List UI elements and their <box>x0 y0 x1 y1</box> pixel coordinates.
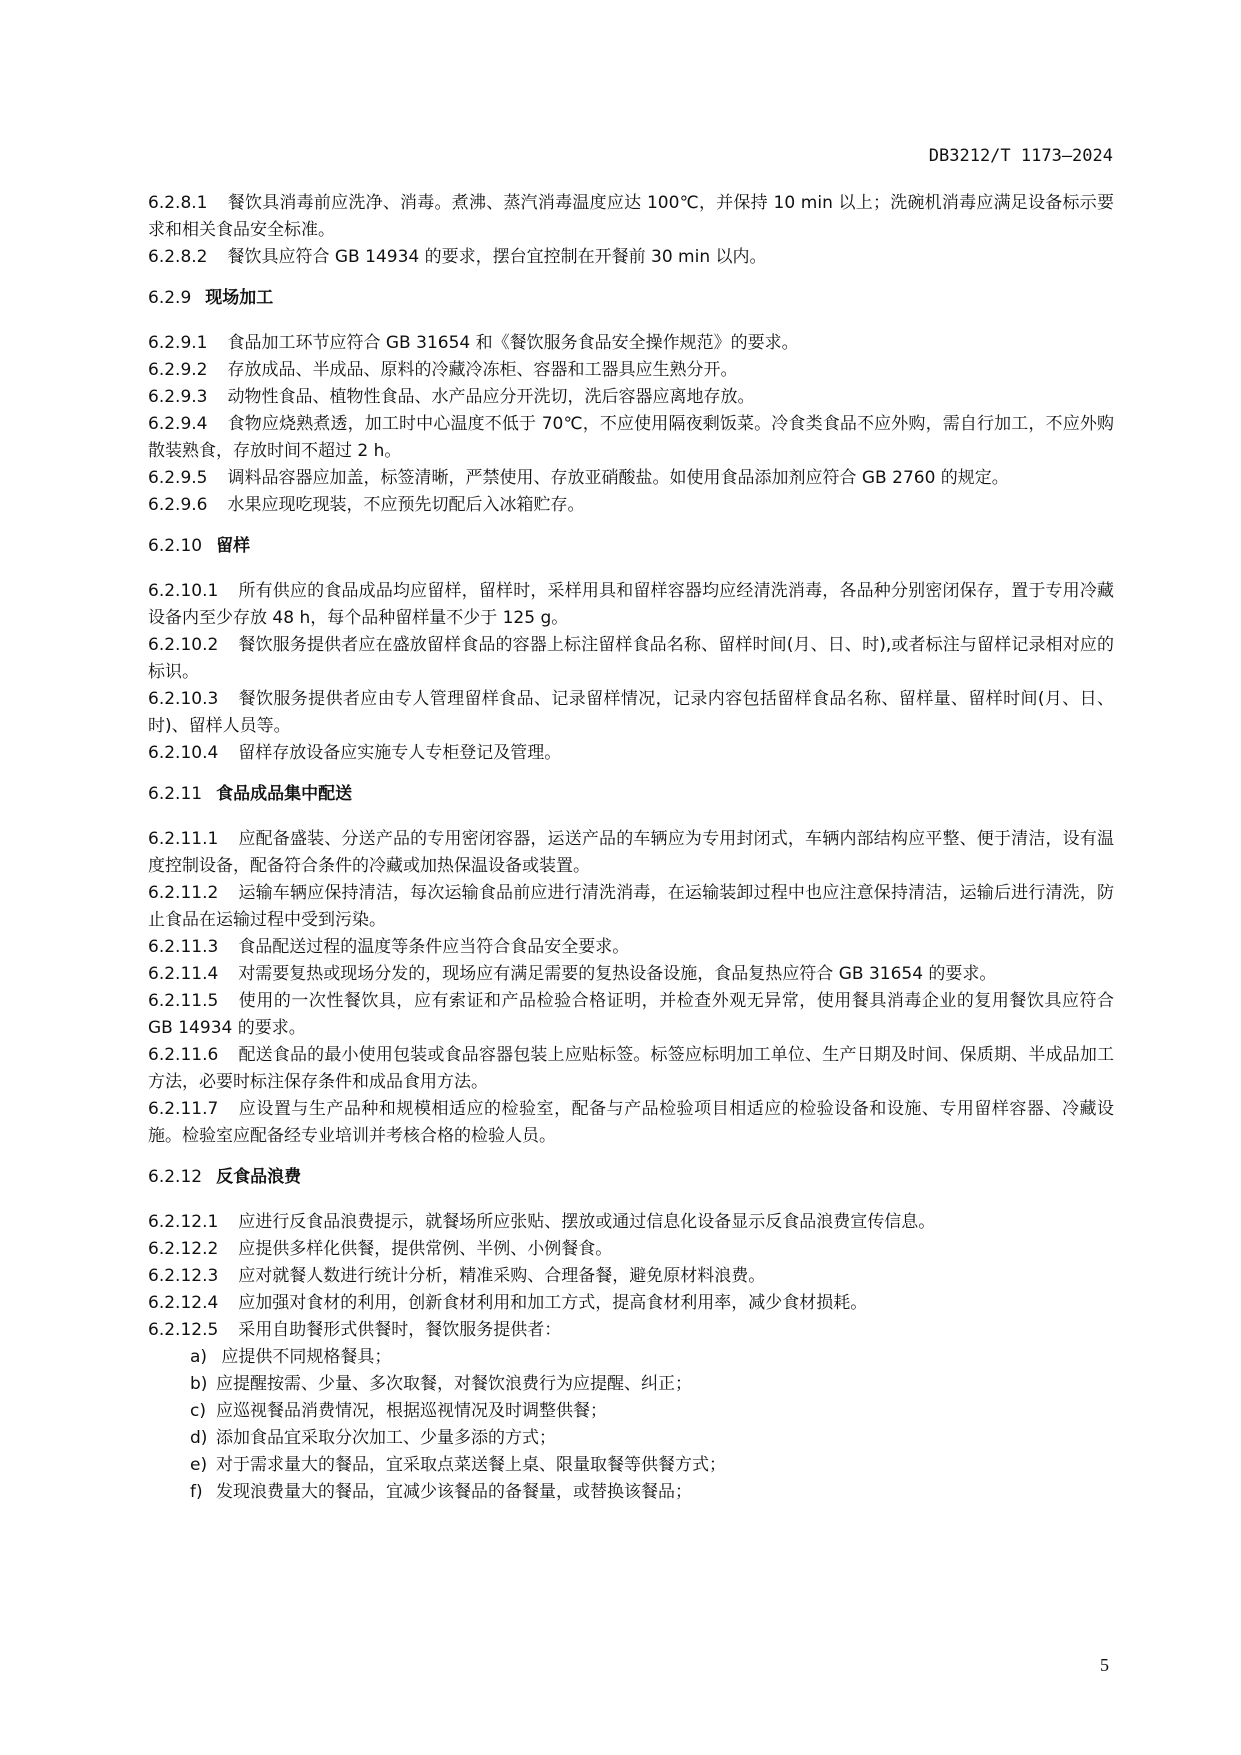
list-item <box>148 1344 1114 1371</box>
clause-paragraph <box>148 1042 1114 1096</box>
clause-number: 6.2.9.6 <box>148 495 208 515</box>
clause-paragraph <box>148 357 1114 384</box>
clause-paragraph <box>148 988 1114 1042</box>
clause-text: 食品配送过程的温度等条件应当符合食品安全要求。 <box>238 937 630 957</box>
clause-text: 食物应烧熟煮透，加工时中心温度不低于 70℃，不应使用隔夜剩饭菜。冷食类食品不应外购，需自行加工，不应外购散装熟食，存放时间不超过 2 h。 <box>148 414 1114 461</box>
clause-number: d) <box>190 1428 208 1448</box>
clause-number: 6.2.9.2 <box>148 360 208 380</box>
clause-text: 留样存放设备应实施专人专柜登记及管理。 <box>238 743 562 763</box>
clause-paragraph <box>148 465 1114 492</box>
clause-text: 应提醒按需、少量、多次取餐，对餐饮浪费行为应提醒、纠正； <box>216 1374 692 1394</box>
clause-paragraph <box>148 330 1114 357</box>
clause-paragraph <box>148 1263 1114 1290</box>
clause-number: b) <box>190 1374 208 1394</box>
clause-text: 应配备盛装、分送产品的专用密闭容器，运送产品的车辆应为专用封闭式，车辆内部结构应平整、便于清洁，设有温度控制设备，配备符合条件的冷藏或加热保温设备或装置。 <box>148 829 1114 876</box>
clause-number: 6.2.12.2 <box>148 1239 219 1259</box>
clause-number: 6.2.9.4 <box>148 414 208 434</box>
clause-text: 应对就餐人数进行统计分析，精准采购、合理备餐，避免原材料浪费。 <box>238 1266 766 1286</box>
clause-paragraph <box>148 411 1114 465</box>
clause-text: 应加强对食材的利用，创新食材利用和加工方式，提高食材利用率，减少食材损耗。 <box>238 1293 868 1313</box>
clause-text: 现场加工 <box>205 288 274 308</box>
clause-paragraph <box>148 934 1114 961</box>
list-item <box>148 1452 1114 1479</box>
clause-paragraph <box>148 961 1114 988</box>
clause-number: e) <box>190 1455 208 1475</box>
clause-number: 6.2.12.4 <box>148 1293 219 1313</box>
clause-number: 6.2.12 <box>148 1167 203 1187</box>
clause-text: 发现浪费量大的餐品，宜减少该餐品的备餐量，或替换该餐品； <box>216 1482 692 1502</box>
clause-number: 6.2.12.1 <box>148 1212 219 1232</box>
clause-paragraph <box>148 1209 1114 1236</box>
list-item <box>148 1479 1114 1506</box>
clause-text: 动物性食品、植物性食品、水产品应分开洗切，洗后容器应离地存放。 <box>227 387 755 407</box>
section-heading <box>148 1164 1114 1191</box>
clause-text: 添加食品宜采取分次加工、少量多添的方式； <box>216 1428 556 1448</box>
clause-paragraph <box>148 880 1114 934</box>
clause-number: 6.2.8.1 <box>148 193 208 213</box>
clause-text: 留样 <box>216 536 251 556</box>
section-heading <box>148 533 1114 560</box>
list-item <box>148 1371 1114 1398</box>
clause-number: 6.2.10 <box>148 536 203 556</box>
section-heading <box>148 285 1114 312</box>
clause-number: 6.2.9.5 <box>148 468 208 488</box>
section-heading <box>148 781 1114 808</box>
clause-text: 配送食品的最小使用包装或食品容器包装上应贴标签。标签应标明加工单位、生产日期及时间、保质期、半成品加工方法，必要时标注保存条件和成品食用方法。 <box>148 1045 1114 1092</box>
clause-number: 6.2.11.2 <box>148 883 219 903</box>
document-code-header: DB3212/T 1173—2024 <box>928 146 1113 166</box>
clause-number: 6.2.11.3 <box>148 937 219 957</box>
clause-number: 6.2.11.1 <box>148 829 219 849</box>
clause-number: 6.2.11 <box>148 784 203 804</box>
clause-paragraph <box>148 492 1114 519</box>
clause-text: 餐饮具消毒前应洗净、消毒。煮沸、蒸汽消毒温度应达 100℃，并保持 10 min 以上；洗碗机消毒应满足设备标示要求和相关食品安全标准。 <box>148 193 1114 240</box>
clause-paragraph <box>148 1236 1114 1263</box>
list-item <box>148 1425 1114 1452</box>
clause-number: 6.2.11.7 <box>148 1099 219 1119</box>
clause-text: 餐饮具应符合 GB 14934 的要求，摆台宜控制在开餐前 30 min 以内。 <box>227 247 767 267</box>
clause-number: 6.2.9 <box>148 288 192 308</box>
clause-paragraph <box>148 740 1114 767</box>
clause-text: 食品加工环节应符合 GB 31654 和《餐饮服务食品安全操作规范》的要求。 <box>227 333 799 353</box>
clause-text: 水果应现吃现装，不应预先切配后入冰箱贮存。 <box>227 495 585 515</box>
clause-number: 6.2.9.3 <box>148 387 208 407</box>
clause-text: 应提供不同规格餐具； <box>216 1347 392 1367</box>
clause-paragraph <box>148 244 1114 271</box>
clause-number: 6.2.11.6 <box>148 1045 219 1065</box>
clause-paragraph <box>148 190 1114 244</box>
clause-text: 调料品容器应加盖，标签清晰，严禁使用、存放亚硝酸盐。如使用食品添加剂应符合 GB 2760 的规定。 <box>227 468 1009 488</box>
clause-number: 6.2.10.4 <box>148 743 219 763</box>
clause-paragraph <box>148 826 1114 880</box>
clause-paragraph <box>148 578 1114 632</box>
clause-number: 6.2.12.5 <box>148 1320 219 1340</box>
clause-number: 6.2.10.1 <box>148 581 219 601</box>
clause-number: 6.2.11.5 <box>148 991 219 1011</box>
clause-text: 应进行反食品浪费提示，就餐场所应张贴、摆放或通过信息化设备显示反食品浪费宣传信息。 <box>238 1212 936 1232</box>
page-number: 5 <box>1100 1655 1109 1675</box>
clause-number: 6.2.8.2 <box>148 247 208 267</box>
list-item <box>148 1398 1114 1425</box>
clause-text: 运输车辆应保持清洁，每次运输食品前应进行清洗消毒，在运输装卸过程中也应注意保持清洁，运输后进行清洗，防止食品在运输过程中受到污染。 <box>148 883 1114 930</box>
clause-paragraph <box>148 686 1114 740</box>
clause-text: 餐饮服务提供者应在盛放留样食品的容器上标注留样食品名称、留样时间(月、日、时),或者标注与留样记录相对应的标识。 <box>148 635 1114 682</box>
clause-text: 应设置与生产品种和规模相适应的检验室，配备与产品检验项目相适应的检验设备和设施、专用留样容器、冷藏设施。检验室应配备经专业培训并考核合格的检验人员。 <box>148 1099 1114 1146</box>
clause-number: 6.2.10.3 <box>148 689 219 709</box>
clause-text: 对于需求量大的餐品，宜采取点菜送餐上桌、限量取餐等供餐方式； <box>216 1455 726 1475</box>
clause-paragraph <box>148 1290 1114 1317</box>
clause-paragraph <box>148 384 1114 411</box>
clause-text: 对需要复热或现场分发的，现场应有满足需要的复热设备设施，食品复热应符合 GB 31654 的要求。 <box>238 964 997 984</box>
clause-text: 所有供应的食品成品均应留样，留样时，采样用具和留样容器均应经清洗消毒，各品种分别密闭保存，置于专用冷藏设备内至少存放 48 h，每个品种留样量不少于 125 g。 <box>148 581 1114 628</box>
clause-text: 使用的一次性餐饮具，应有索证和产品检验合格证明，并检查外观无异常，使用餐具消毒企业的复用餐饮具应符合 GB 14934 的要求。 <box>148 991 1114 1038</box>
clause-number: 6.2.11.4 <box>148 964 219 984</box>
clause-number: 6.2.10.2 <box>148 635 219 655</box>
clause-number: c) <box>190 1401 206 1421</box>
clause-text: 反食品浪费 <box>216 1167 302 1187</box>
clause-number: 6.2.9.1 <box>148 333 208 353</box>
clause-text: 应提供多样化供餐，提供常例、半例、小例餐食。 <box>238 1239 613 1259</box>
clause-text: 应巡视餐品消费情况，根据巡视情况及时调整供餐； <box>216 1401 607 1421</box>
document-body <box>148 190 1114 1506</box>
clause-paragraph <box>148 1096 1114 1150</box>
clause-text: 存放成品、半成品、原料的冷藏冷冻柜、容器和工器具应生熟分开。 <box>227 360 738 380</box>
clause-text: 餐饮服务提供者应由专人管理留样食品、记录留样情况，记录内容包括留样食品名称、留样量、留样时间(月、日、时)、留样人员等。 <box>148 689 1114 736</box>
clause-number: a) <box>190 1347 208 1367</box>
clause-paragraph <box>148 1317 1114 1344</box>
clause-number: 6.2.12.3 <box>148 1266 219 1286</box>
clause-number: f) <box>190 1482 203 1502</box>
clause-text: 食品成品集中配送 <box>216 784 353 804</box>
clause-paragraph <box>148 632 1114 686</box>
clause-text: 采用自助餐形式供餐时，餐饮服务提供者： <box>238 1320 562 1340</box>
